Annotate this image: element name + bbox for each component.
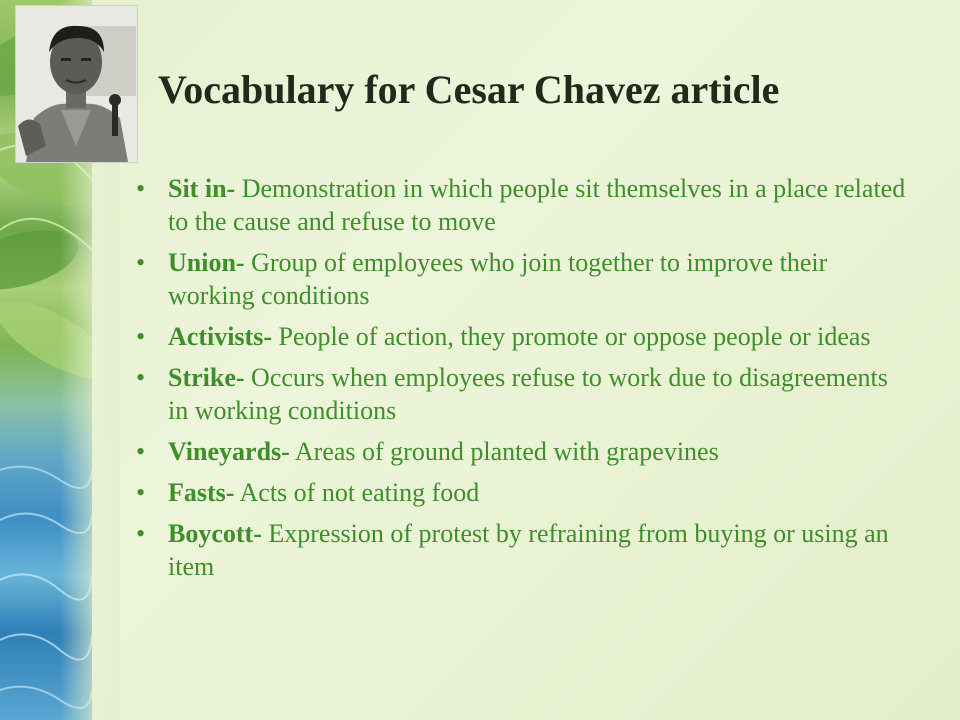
term: Sit in-	[168, 174, 236, 203]
term: Vineyards-	[168, 437, 290, 466]
definition: Group of employees who join together to improve their working conditions	[168, 248, 828, 310]
list-item-vineyards	[130, 435, 910, 468]
term: Fasts-	[168, 478, 235, 507]
term: Activists-	[168, 322, 272, 351]
list-item-sit-in	[130, 172, 910, 238]
cesar-chavez-portrait	[16, 6, 137, 162]
vocabulary-list	[130, 172, 910, 591]
term: Strike-	[168, 363, 245, 392]
list-item-boycott	[130, 517, 910, 583]
slide-title: Vocabulary for Cesar Chavez article	[158, 67, 780, 112]
term: Boycott-	[168, 519, 262, 548]
list-item-fasts	[130, 476, 910, 509]
person-portrait-icon	[16, 6, 137, 162]
definition: Expression of protest by refraining from buying or using an item	[168, 519, 889, 581]
list-item-strike	[130, 361, 910, 427]
list-item-activists	[130, 320, 910, 353]
definition: People of action, they promote or oppose people or ideas	[278, 322, 871, 351]
definition: Acts of not eating food	[239, 478, 480, 507]
definition: Areas of ground planted with grapevines	[294, 437, 719, 466]
definition: Demonstration in which people sit themselves in a place related to the cause and refuse to move	[168, 174, 906, 236]
list-item-union	[130, 246, 910, 312]
definition: Occurs when employees refuse to work due to disagreements in working conditions	[168, 363, 888, 425]
term: Union-	[168, 248, 245, 277]
